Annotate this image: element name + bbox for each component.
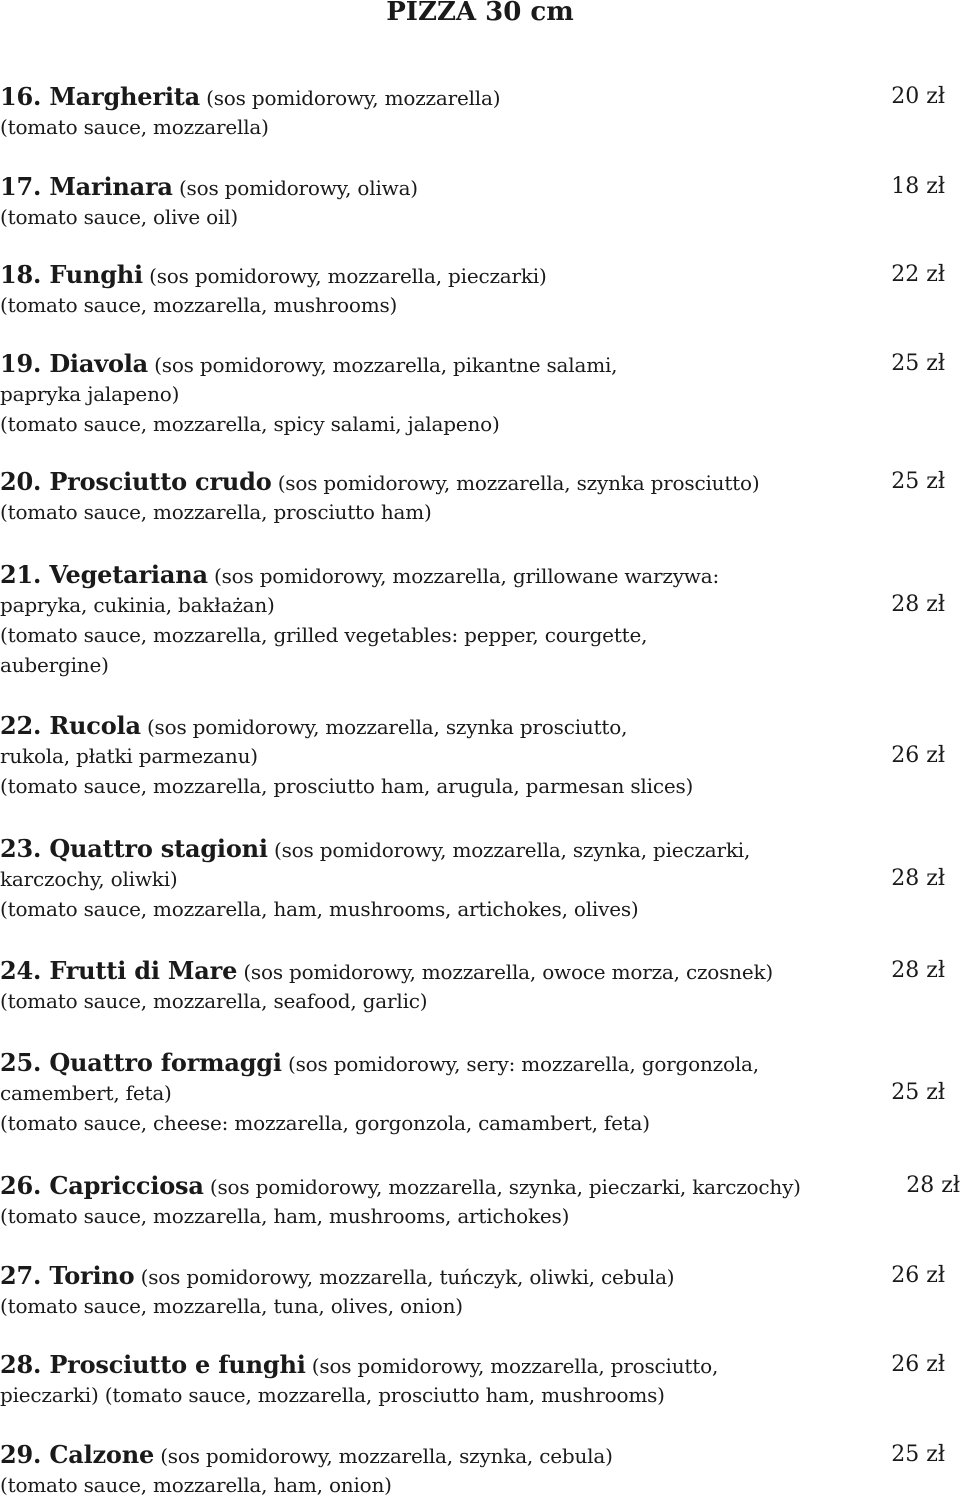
item-price: 18 zł [891,174,945,199]
item-heading-line [0,1171,801,1202]
item-price: 25 zł [891,469,945,494]
item-description-line [0,1291,463,1321]
item-ingredients: (sos pomidorowy, mozzarella, prosciutto, [305,1354,719,1378]
item-ingredients: (sos pomidorowy, mozzarella, szynka, pieczarki, [267,838,751,862]
item-price: 28 zł [906,1173,960,1198]
item-ingredients: aubergine) [0,653,109,677]
item-number: 29. [0,1440,50,1469]
item-ingredients: (tomato sauce, mozzarella, mushrooms) [0,293,398,317]
item-heading-line [0,956,773,987]
item-ingredients: rukola, płatki parmezanu) [0,744,258,768]
item-description-line [0,864,178,894]
item-description-line [0,1201,569,1231]
item-ingredients: pieczarki) (tomato sauce, mozzarella, prosciutto ham, mushrooms) [0,1383,665,1407]
item-heading-line [0,172,418,203]
item-heading-line [0,260,547,291]
item-ingredients: (tomato sauce, mozzarella) [0,115,269,139]
item-price: 28 zł [891,866,945,891]
item-number: 22. [0,711,50,740]
item-name: 28. Prosciutto e funghi [0,1350,306,1379]
item-ingredients: (tomato sauce, mozzarella, ham, mushrooms, artichokes) [0,1204,570,1228]
item-name: 20. Prosciutto crudo [0,467,272,496]
item-number: 26. [0,1171,50,1200]
item-ingredients: (tomato sauce, mozzarella, prosciutto ham) [0,500,432,524]
item-number: 16. [0,82,50,111]
item-number: 23. [0,834,50,863]
item-heading-line [0,1440,613,1471]
item-name: 25. Quattro formaggi [0,1048,282,1077]
item-heading-line [0,1261,674,1292]
item-ingredients: (tomato sauce, mozzarella, prosciutto ham, arugula, parmesan slices) [0,774,694,798]
item-description-line [0,409,500,439]
item-heading-line [0,467,759,498]
item-description-line [0,771,693,801]
item-description-line [0,1108,650,1138]
item-ingredients: (tomato sauce, mozzarella, tuna, olives, onion) [0,1294,463,1318]
item-price: 28 zł [891,592,945,617]
item-heading-line [0,711,627,742]
item-number: 25. [0,1048,50,1077]
item-description-line [0,894,639,924]
item-ingredients: (sos pomidorowy, mozzarella, szynka prosciutto, [140,715,628,739]
item-price: 28 zł [891,958,945,983]
item-description-line [0,1470,392,1500]
item-heading-line [0,560,719,591]
item-ingredients: (sos pomidorowy, mozzarella, grillowane warzywa: [207,564,719,588]
page-title: PIZZA 30 cm [386,0,574,27]
item-description-line [0,741,258,771]
item-ingredients: (sos pomidorowy, mozzarella, owoce morza, czosnek) [237,960,774,984]
item-heading-line [0,834,750,865]
item-name: 27. Torino [0,1261,135,1290]
item-ingredients: (sos pomidorowy, sery: mozzarella, gorgonzola, [281,1052,759,1076]
item-name: 29. Calzone [0,1440,155,1469]
item-price: 26 zł [891,743,945,768]
item-price: 20 zł [891,84,945,109]
item-ingredients: (tomato sauce, mozzarella, ham, onion) [0,1473,392,1497]
item-description-line [0,112,269,142]
item-ingredients: (tomato sauce, olive oil) [0,205,238,229]
item-number: 17. [0,172,50,201]
item-number: 21. [0,560,50,589]
item-ingredients: (tomato sauce, mozzarella, spicy salami, jalapeno) [0,412,500,436]
item-ingredients: (sos pomidorowy, mozzarella, szynka prosciutto) [271,471,760,495]
item-name: 16. Margherita [0,82,200,111]
item-ingredients: (sos pomidorowy, mozzarella, szynka, cebula) [154,1444,613,1468]
item-description-line [0,1380,665,1410]
item-name: 24. Frutti di Mare [0,956,238,985]
item-number: 27. [0,1261,50,1290]
item-ingredients: (sos pomidorowy, mozzarella, tuńczyk, oliwki, cebula) [134,1265,675,1289]
item-ingredients: (tomato sauce, mozzarella, grilled vegetables: pepper, courgette, [0,623,648,647]
item-price: 26 zł [891,1263,945,1288]
item-price: 25 zł [891,1442,945,1467]
item-description-line [0,497,432,527]
item-description-line [0,202,238,232]
item-heading-line [0,1350,718,1381]
item-name: 23. Quattro stagioni [0,834,268,863]
item-description-line [0,379,179,409]
item-description-line [0,290,397,320]
item-description-line [0,650,109,680]
item-name: 18. Funghi [0,260,143,289]
item-heading-line [0,82,500,113]
item-price: 26 zł [891,1352,945,1377]
item-number: 19. [0,349,50,378]
item-description-line [0,986,427,1016]
item-heading-line [0,1048,759,1079]
item-heading-line [0,349,617,380]
item-ingredients: (sos pomidorowy, mozzarella, pieczarki) [142,264,547,288]
item-ingredients: (sos pomidorowy, mozzarella, szynka, pieczarki, karczochy) [203,1175,801,1199]
item-number: 18. [0,260,50,289]
item-ingredients: (tomato sauce, cheese: mozzarella, gorgonzola, camambert, feta) [0,1111,650,1135]
item-price: 25 zł [891,351,945,376]
item-number: 24. [0,956,50,985]
item-ingredients: (tomato sauce, mozzarella, ham, mushrooms, artichokes, olives) [0,897,639,921]
item-ingredients: camembert, feta) [0,1081,172,1105]
item-description-line [0,590,275,620]
item-number: 28. [0,1350,50,1379]
item-ingredients: (sos pomidorowy, oliwa) [172,176,418,200]
item-ingredients: karczochy, oliwki) [0,867,178,891]
item-name: 26. Capricciosa [0,1171,204,1200]
item-name: 21. Vegetariana [0,560,208,589]
item-ingredients: (sos pomidorowy, mozzarella, pikantne salami, [148,353,618,377]
item-ingredients: papryka jalapeno) [0,382,180,406]
item-ingredients: (sos pomidorowy, mozzarella) [199,86,501,110]
item-name: 22. Rucola [0,711,141,740]
item-ingredients: papryka, cukinia, bakłażan) [0,593,275,617]
item-description-line [0,1078,172,1108]
item-ingredients: (tomato sauce, mozzarella, seafood, garlic) [0,989,428,1013]
item-name: 17. Marinara [0,172,173,201]
item-description-line [0,620,647,650]
item-number: 20. [0,467,50,496]
item-price: 25 zł [891,1080,945,1105]
item-price: 22 zł [891,262,945,287]
item-name: 19. Diavola [0,349,149,378]
